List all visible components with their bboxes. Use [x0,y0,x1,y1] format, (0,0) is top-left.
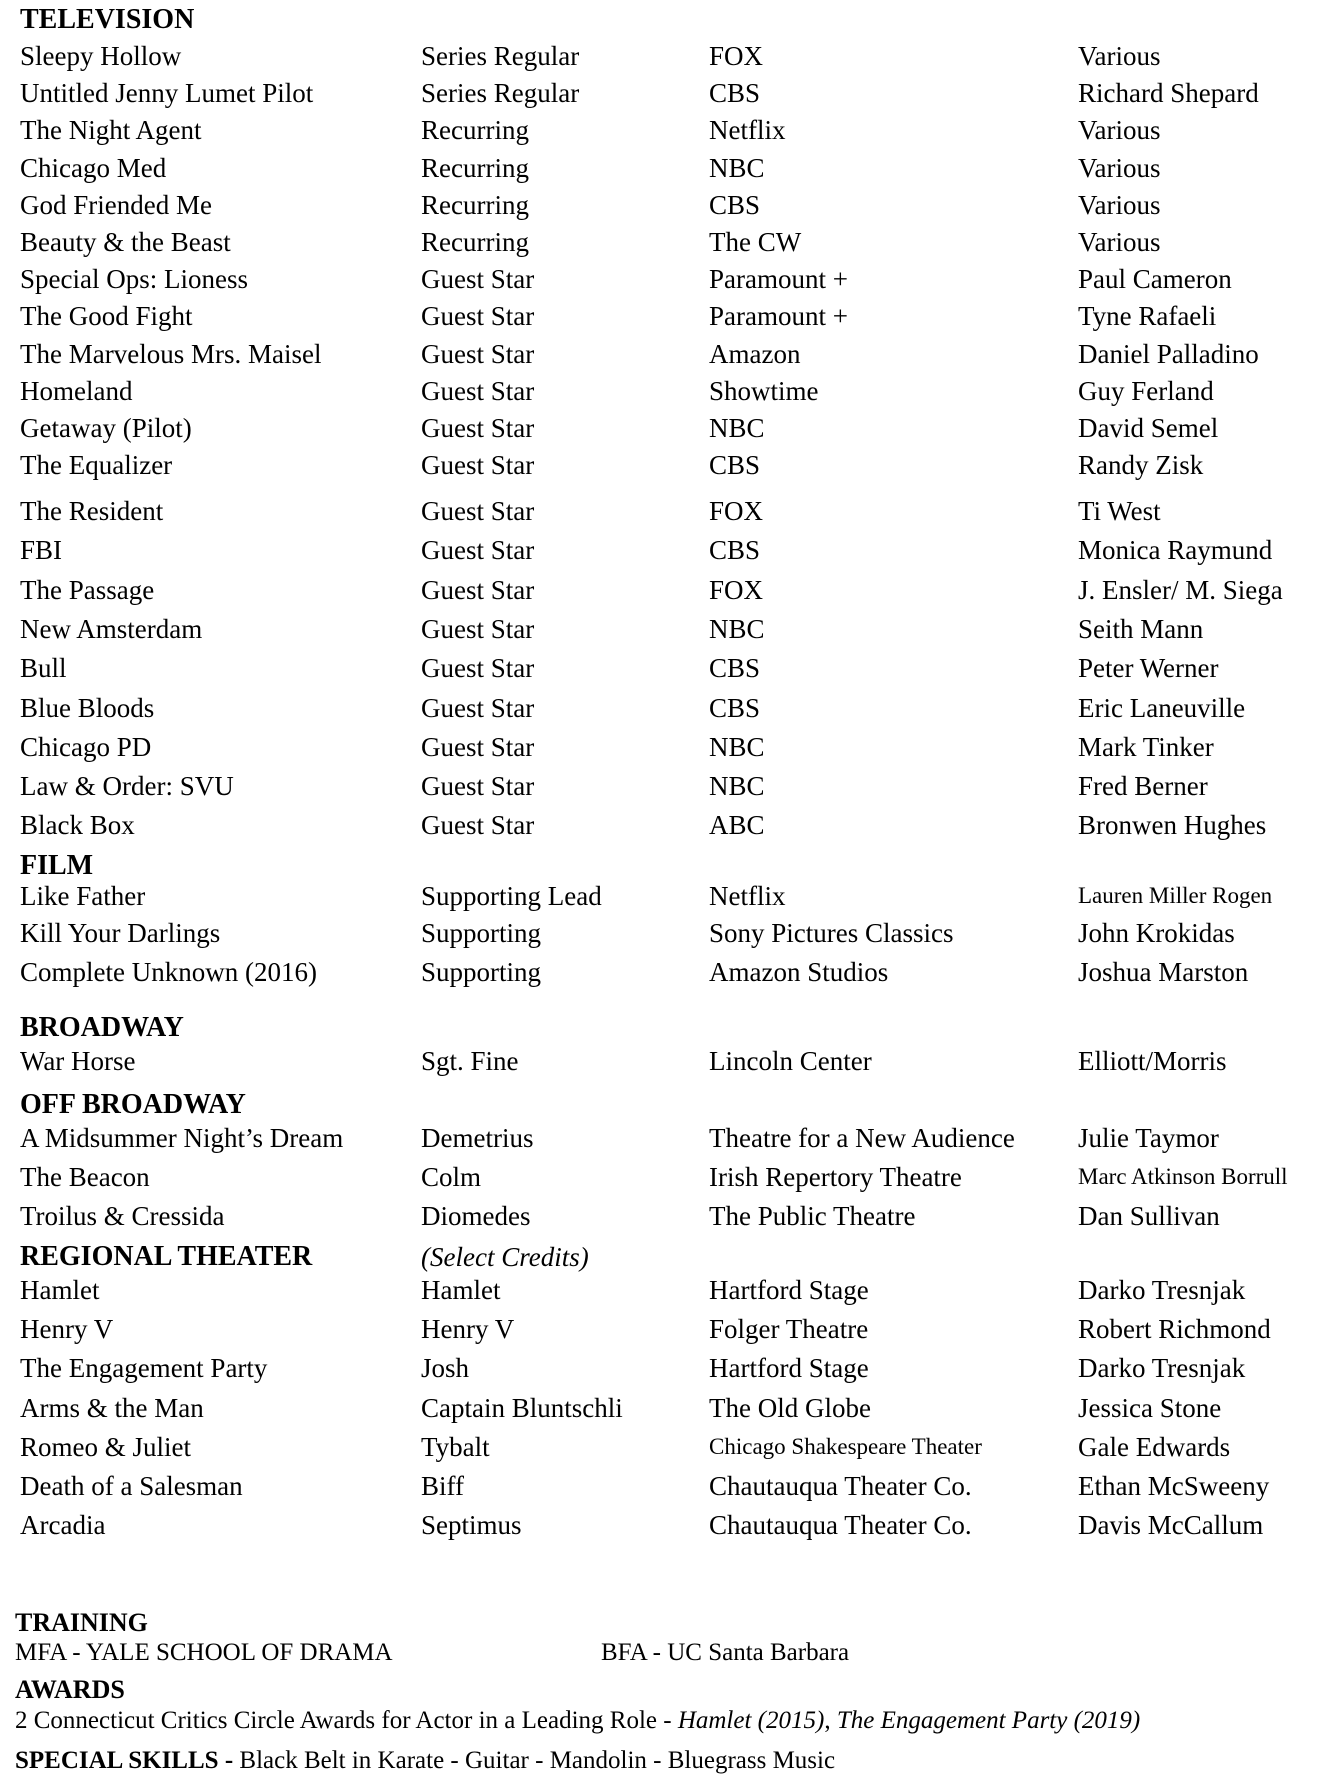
credit-title: Troilus & Cressida [20,1201,225,1231]
credit-director: Tyne Rafaeli [1078,301,1217,332]
credit-venue: Amazon Studios [709,957,889,987]
credit-title: Beauty & the Beast [20,227,231,257]
credit-role: Guest Star [421,338,535,369]
credit-title: Sleepy Hollow [20,41,182,71]
award-work-hamlet: Hamlet (2015) [677,1707,825,1734]
credit-row [20,1389,1320,1427]
credit-title: A Midsummer Night’s Dream [20,1123,344,1153]
credit-title: Romeo & Juliet [20,1432,191,1462]
credit-director: Richard Shepard [1078,78,1259,109]
credit-director: Joshua Marston [1078,957,1249,987]
credit-venue: FOX [709,574,764,605]
credit-row [20,1271,1320,1309]
credit-title: The Passage [20,574,155,605]
credit-title: Untitled Jenny Lumet Pilot [20,78,314,109]
credit-title: Getaway (Pilot) [20,413,192,443]
credit-row [20,1158,1320,1196]
credit-row [20,649,1320,687]
credit-role: Guest Star [421,535,535,566]
credit-venue: Sony Pictures Classics [709,918,954,948]
credit-row [20,1506,1320,1544]
credit-venue: Theatre for a New Audience [709,1123,1015,1153]
credit-row [20,689,1320,727]
credit-director: Various [1078,227,1161,257]
credit-role: Guest Star [421,450,535,481]
credit-venue: Paramount + [709,264,848,295]
credit-role: Colm [421,1162,482,1192]
credit-row [20,1042,1320,1080]
credit-row [20,571,1320,609]
credit-role: Josh [421,1353,470,1383]
credit-role: Guest Star [421,574,535,605]
section-heading-awards: AWARDS [15,1675,125,1704]
awards-text: 2 Connecticut Critics Circle Awards for Actor in a Leading Role - [15,1707,678,1734]
credit-row [20,297,1320,335]
credit-title: New Amsterdam [20,613,203,644]
credit-role: Guest Star [421,413,535,443]
credit-role: Recurring [421,152,529,183]
credit-row [20,223,1320,261]
credit-role: Guest Star [421,771,535,802]
credit-venue: Showtime [709,375,819,406]
credit-title: The Night Agent [20,115,202,146]
credit-role: Series Regular [421,78,580,109]
credit-row [20,1197,1320,1235]
credit-row [20,372,1320,410]
credit-venue: Hartford Stage [709,1353,869,1383]
credit-title: The Resident [20,496,164,526]
credit-title: Hamlet [20,1275,100,1305]
credit-role: Guest Star [421,375,535,406]
credit-title: The Equalizer [20,450,173,481]
training-mfa: MFA - YALE SCHOOL OF DRAMA [15,1639,393,1666]
credit-role: Demetrius [421,1123,534,1153]
credit-venue: FOX [709,496,764,526]
credit-role: Series Regular [421,41,580,71]
credit-row [20,149,1320,187]
credit-role: Guest Star [421,496,535,526]
credit-role: Guest Star [421,692,535,723]
credit-role: Diomedes [421,1201,531,1231]
credit-title: Black Box [20,810,135,841]
credit-role: Guest Star [421,613,535,644]
credit-director: Paul Cameron [1078,264,1232,295]
credit-venue: Chautauqua Theater Co. [709,1471,972,1501]
credit-director: Randy Zisk [1078,450,1204,481]
credit-role: Hamlet [421,1275,501,1305]
credit-title: Henry V [20,1314,114,1344]
credit-role: Henry V [421,1314,515,1344]
credit-venue: NBC [709,771,765,802]
credit-title: Bull [20,653,67,684]
credit-venue: Lincoln Center [709,1046,872,1076]
credit-venue: Chicago Shakespeare Theater [709,1434,982,1459]
credit-director: Darko Tresnjak [1078,1353,1246,1383]
credit-row [20,610,1320,648]
awards-line [15,1704,1140,1738]
credit-director: Bronwen Hughes [1078,810,1267,841]
section-heading-regional-theater: REGIONAL THEATER [20,1241,313,1272]
credit-row [20,335,1320,373]
credit-director: Daniel Palladino [1078,338,1259,369]
credit-title: Law & Order: SVU [20,771,234,802]
credit-row [20,914,1320,952]
credit-role: Recurring [421,227,529,257]
credit-title: Blue Bloods [20,692,155,723]
credit-title: The Good Fight [20,301,193,332]
credit-row [20,1119,1320,1157]
credit-venue: The Public Theatre [709,1201,916,1231]
section-heading-training: TRAINING [15,1608,148,1637]
credit-row [20,74,1320,112]
credit-title: Chicago PD [20,731,152,762]
credit-director: Elliott/Morris [1078,1046,1227,1076]
credit-row [20,446,1320,484]
credit-role: Tybalt [421,1432,490,1462]
credit-title: Kill Your Darlings [20,918,221,948]
credit-title: FBI [20,535,63,566]
credit-row [20,728,1320,766]
credit-venue: Amazon [709,338,801,369]
training-bfa: BFA - UC Santa Barbara [601,1639,850,1666]
credit-venue: NBC [709,152,765,183]
credit-role: Guest Star [421,264,535,295]
credit-director: Robert Richmond [1078,1314,1271,1344]
credit-venue: The CW [709,227,802,257]
credit-role: Supporting [421,918,542,948]
credit-title: Special Ops: Lioness [20,264,248,295]
credit-row [20,260,1320,298]
credit-director: Mark Tinker [1078,731,1214,762]
credit-venue: NBC [709,613,765,644]
credit-venue: Folger Theatre [709,1314,869,1344]
credit-row [20,1349,1320,1387]
credit-row [20,1428,1320,1466]
credit-row [20,953,1320,991]
credit-director: Guy Ferland [1078,375,1214,406]
credit-director: Seith Mann [1078,613,1204,644]
credit-row [20,186,1320,224]
credit-venue: Netflix [709,881,786,911]
award-work-engagement-party: The Engagement Party (2019) [836,1707,1141,1734]
section-heading-off-broadway: OFF BROADWAY [20,1089,246,1120]
section-heading-film: FILM [20,850,94,881]
credit-venue: CBS [709,189,761,220]
credit-venue: ABC [709,810,765,841]
credit-director: John Krokidas [1078,918,1235,948]
credit-director: Fred Berner [1078,771,1208,802]
credit-title: Complete Unknown (2016) [20,957,317,987]
credit-role: Supporting [421,957,542,987]
credit-row [20,877,1320,915]
credit-title: Death of a Salesman [20,1471,243,1501]
credit-row [20,767,1320,805]
credit-role: Guest Star [421,653,535,684]
credit-venue: NBC [709,731,765,762]
credit-venue: The Old Globe [709,1393,871,1423]
credit-row [20,1310,1320,1348]
credit-title: The Marvelous Mrs. Maisel [20,338,322,369]
awards-separator: , [824,1707,837,1734]
credit-role: Sgt. Fine [421,1046,519,1076]
credit-venue: CBS [709,78,761,109]
credit-title: God Friended Me [20,189,212,220]
credit-title: Arms & the Man [20,1393,204,1423]
credit-director: Darko Tresnjak [1078,1275,1246,1305]
credit-director: Ethan McSweeny [1078,1471,1270,1501]
section-heading-special-skills: SPECIAL SKILLS - [15,1747,240,1774]
credit-role: Captain Bluntschli [421,1393,623,1423]
credit-title: Chicago Med [20,152,167,183]
credit-role: Guest Star [421,301,535,332]
credit-director: Various [1078,115,1161,146]
credit-row [20,531,1320,569]
credit-director: Marc Atkinson Borrull [1078,1164,1288,1189]
credit-director: Dan Sullivan [1078,1201,1220,1231]
credit-director: Ti West [1078,496,1161,526]
credit-title: The Beacon [20,1162,150,1192]
credit-row [20,409,1320,447]
credit-venue: CBS [709,535,761,566]
credit-director: Monica Raymund [1078,535,1273,566]
credit-row [20,1467,1320,1505]
credit-venue: Netflix [709,115,786,146]
credit-venue: NBC [709,413,765,443]
credit-director: Julie Taymor [1078,1123,1219,1153]
credit-row [20,492,1320,530]
credit-role: Recurring [421,189,529,220]
credit-role: Guest Star [421,731,535,762]
regional-theater-note: (Select Credits) [421,1242,589,1272]
credit-venue: CBS [709,653,761,684]
credit-row [20,37,1320,75]
credit-director: Davis McCallum [1078,1510,1264,1540]
credit-role: Supporting Lead [421,881,602,911]
credit-director: Eric Laneuville [1078,692,1246,723]
credit-row [20,111,1320,149]
credit-director: Gale Edwards [1078,1432,1231,1462]
credit-title: Like Father [20,881,146,911]
credit-venue: FOX [709,41,764,71]
credit-venue: CBS [709,692,761,723]
credit-role: Septimus [421,1510,522,1540]
credit-role: Guest Star [421,810,535,841]
special-skills-text: Black Belt in Karate - Guitar - Mandolin - Bluegrass Music [239,1747,836,1774]
credit-director: Various [1078,41,1161,71]
credit-role: Recurring [421,115,529,146]
credit-director: Peter Werner [1078,653,1219,684]
credit-venue: CBS [709,450,761,481]
credit-title: Homeland [20,375,133,406]
credit-director: David Semel [1078,413,1219,443]
credit-title: Arcadia [20,1510,106,1540]
credit-title: The Engagement Party [20,1353,268,1383]
section-heading-television: TELEVISION [20,4,195,35]
credit-director: Various [1078,152,1161,183]
credit-director: J. Ensler/ M. Siega [1078,574,1283,605]
special-skills-line [15,1744,835,1778]
credit-title: War Horse [20,1046,136,1076]
credit-role: Biff [421,1471,465,1501]
section-heading-broadway: BROADWAY [20,1012,184,1043]
credit-venue: Chautauqua Theater Co. [709,1510,972,1540]
credit-director: Various [1078,189,1161,220]
credit-director: Lauren Miller Rogen [1078,883,1273,908]
credit-director: Jessica Stone [1078,1393,1222,1423]
credit-venue: Hartford Stage [709,1275,869,1305]
credit-venue: Irish Repertory Theatre [709,1162,962,1192]
credit-venue: Paramount + [709,301,848,332]
credit-row [20,806,1320,844]
